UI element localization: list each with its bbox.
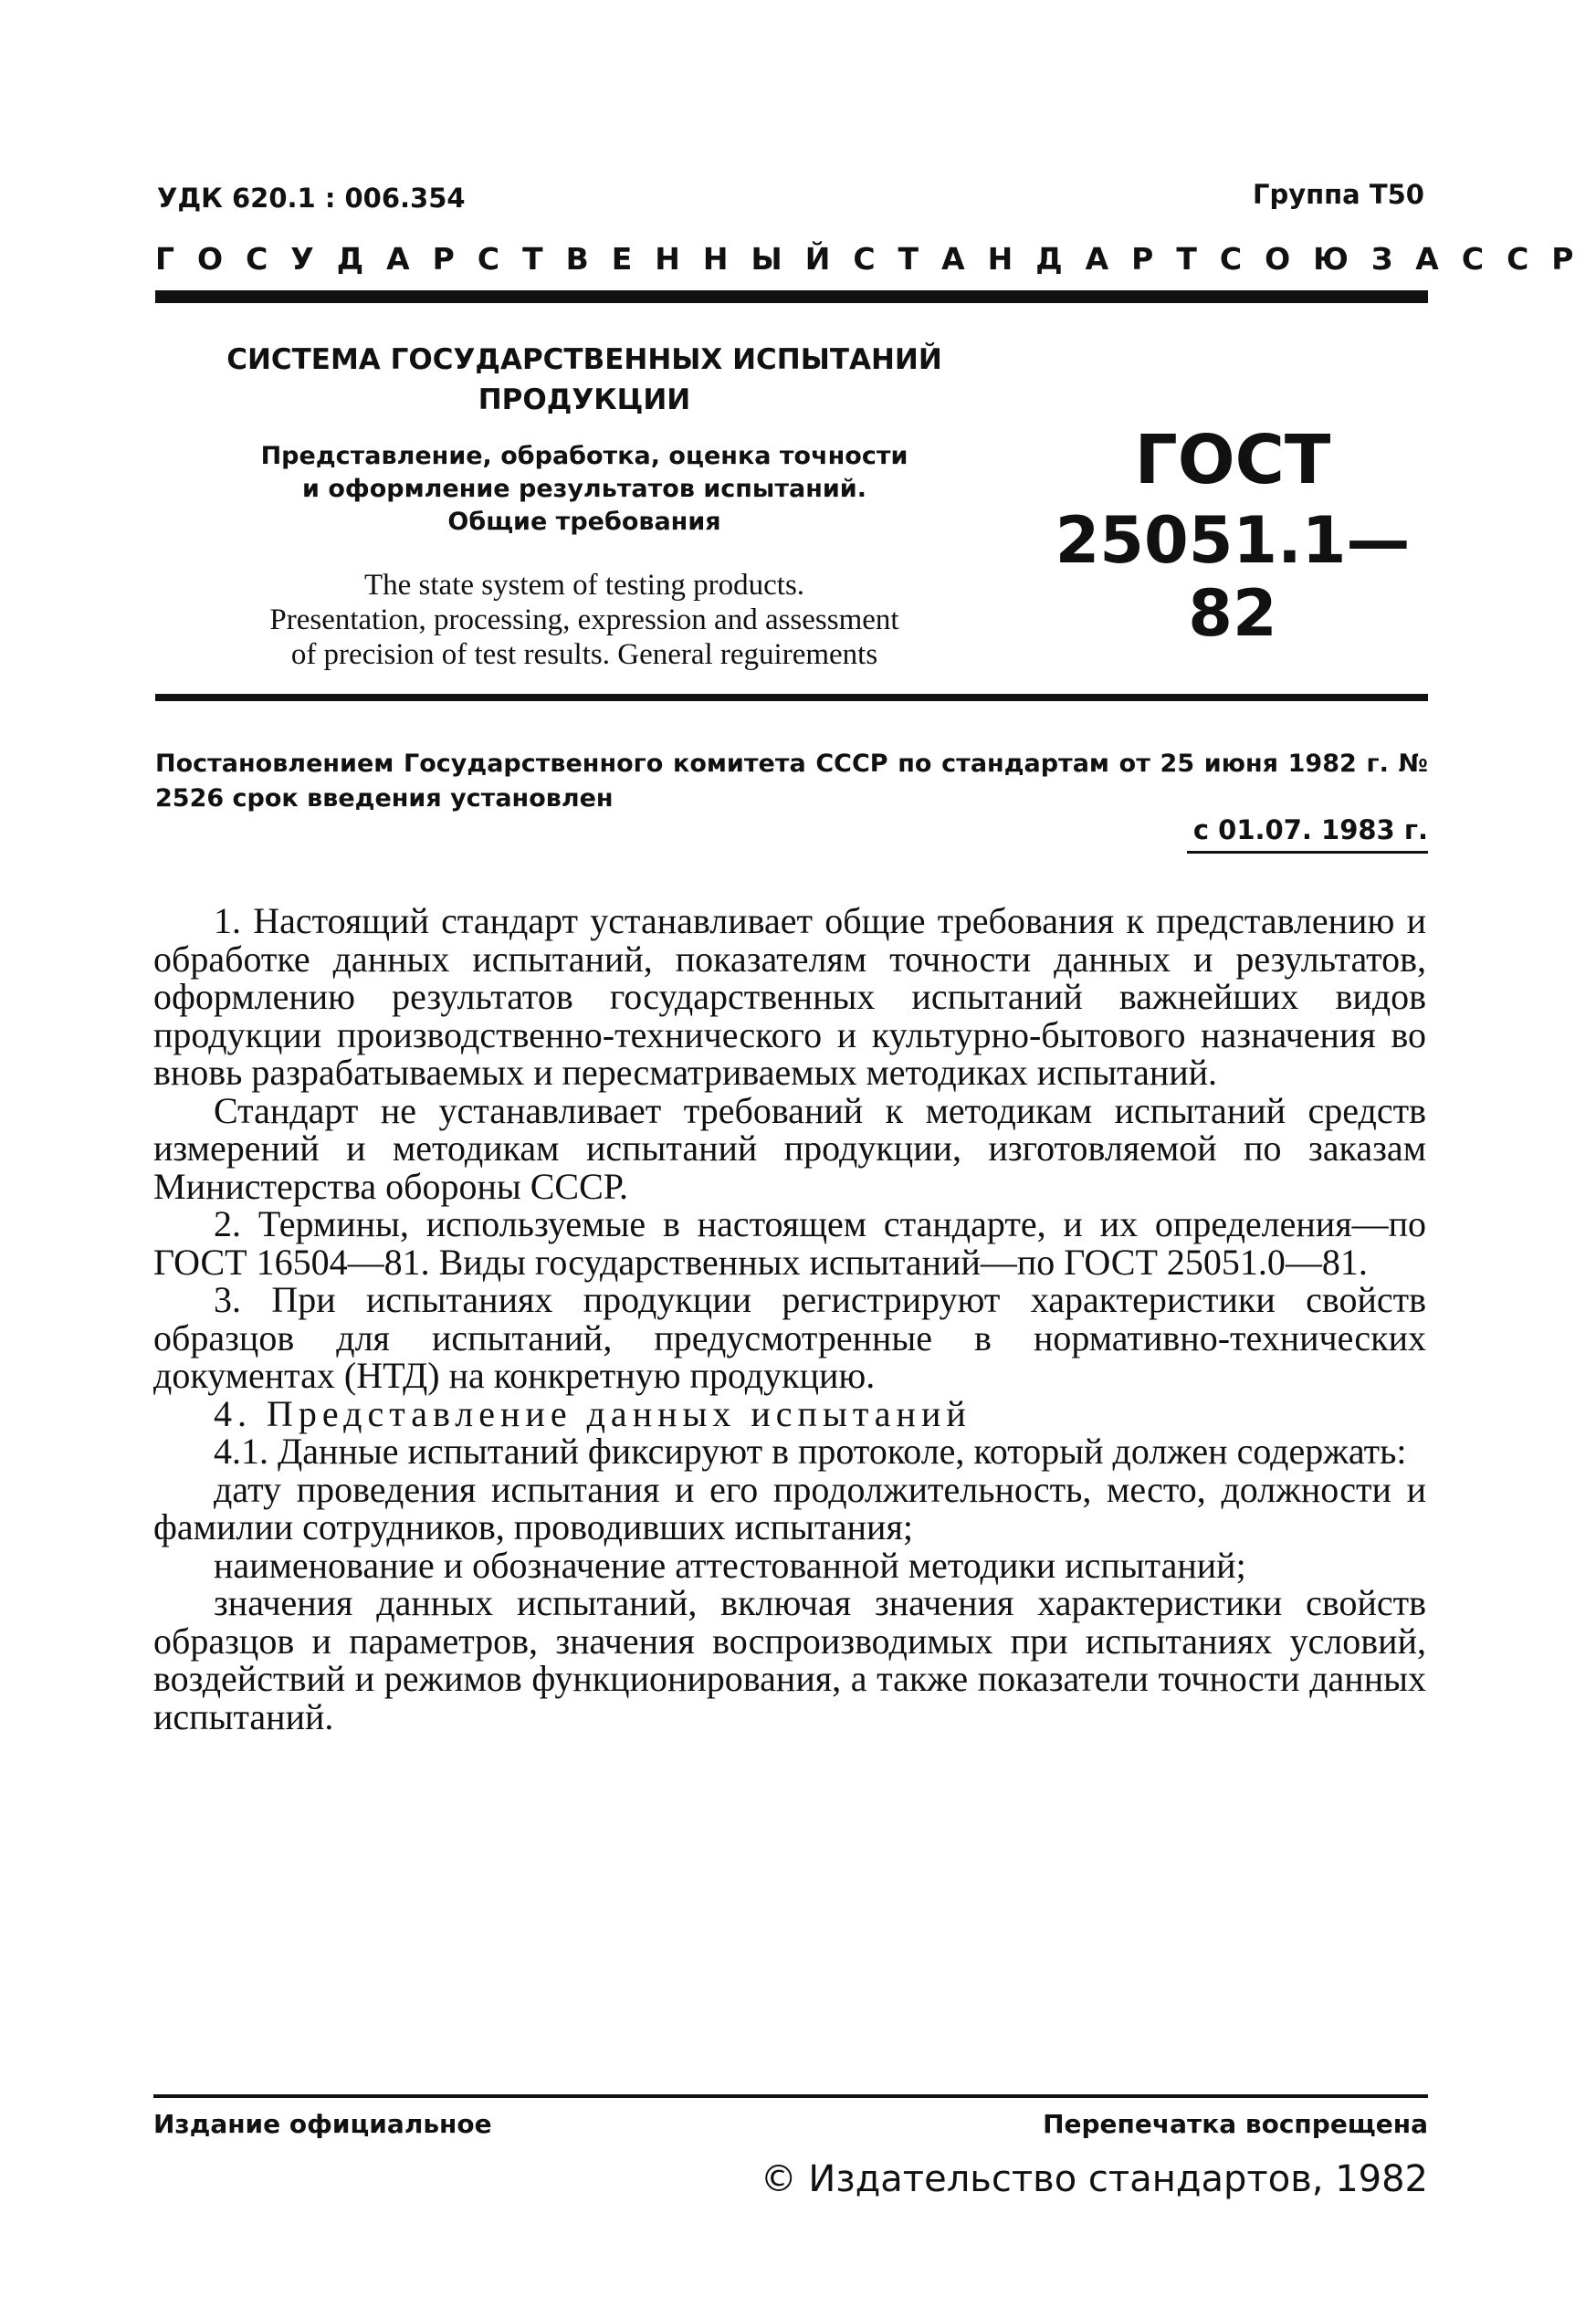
paragraph: 2. Термины, используемые в настоящем стандарте, и их определения—по ГОСТ 16504—81. Виды государственных испытаний—по ГОСТ 25051.0—81.	[153, 1203, 1426, 1283]
state-standard-word: ССР	[1461, 241, 1596, 277]
system-title-line: СИСТЕМА ГОСУДАРСТВЕННЫХ ИСПЫТАНИЙ	[226, 343, 942, 376]
paragraph: 1. Настоящий стандарт устанавливает общие требования к представлению и обработке данных испытаний, показателям точности данных и результатов, оформлению результатов государственных испытаний важнейших видов продукции производственно-технического и культурно-бытового назначения во вновь разрабатываемых и пересматриваемых методиках испытаний.	[153, 900, 1426, 1093]
gost-number: 25051.1—82	[1055, 503, 1411, 651]
copyright-notice: © Издательство стандартов, 1982	[760, 2158, 1428, 2200]
paragraph: 3. При испытаниях продукции регистрируют характеристики свойств образцов для испытаний, предусмотренные в нормативно-технических документах (НТД) на конкретную продукцию.	[153, 1279, 1426, 1396]
official-edition-label: Издание официальное	[153, 2109, 492, 2139]
state-standard-title	[155, 241, 1596, 277]
system-subtitle	[201, 440, 968, 539]
effective-date-underline	[1187, 851, 1428, 854]
state-standard-word: СТАНДАРТ	[853, 241, 1220, 277]
system-title-line: ПРОДУКЦИИ	[478, 383, 691, 416]
subtitle-line: и оформление результатов испытаний.	[302, 475, 866, 503]
paragraph: 4.1. Данные испытаний фиксируют в протоколе, который должен содержать:	[214, 1431, 1407, 1472]
english-title-line: The state system of testing products.	[363, 569, 805, 602]
list-item: дату проведения испытания и его продолжительность, место, должности и фамилии сотрудников, проводивших испытания;	[153, 1468, 1426, 1547]
section-heading: 4. Представление данных испытаний	[214, 1392, 971, 1434]
title-block-rule	[155, 694, 1428, 701]
paragraph: Стандарт не устанавливает требований к методикам испытаний средств измерений и методикам испытаний продукции, изготовляемой по заказам Министерства обороны СССР.	[153, 1089, 1426, 1207]
group-code: Группа Т50	[1252, 179, 1424, 210]
english-title	[164, 568, 1004, 672]
effective-date: с 01.07. 1983 г.	[1192, 814, 1428, 845]
header-rule	[155, 290, 1428, 303]
subtitle-line: Общие требования	[447, 508, 721, 536]
footer-rule	[153, 2094, 1428, 2098]
subtitle-line: Представление, обработка, оценка точности	[260, 442, 908, 470]
reprint-prohibited-label: Перепечатка воспрещена	[1043, 2109, 1428, 2139]
list-item: значения данных испытаний, включая значения характеристики свойств образцов и параметров, значения воспроизводимых при испытаниях условий, воздействий и режимов функционирования, а также показатели точности данных испытаний.	[153, 1582, 1426, 1737]
state-standard-word: СОЮЗА	[1219, 241, 1462, 277]
system-title	[196, 340, 972, 420]
decree-text: Постановлением Государственного комитета СССР по стандартам от 25 июня 1982 г. № 2526 срок введения установлен	[155, 750, 1428, 813]
standard-body	[153, 902, 1426, 1736]
list-item: наименование и обозначение аттестованной методики испытаний;	[214, 1544, 1246, 1586]
gost-label: ГОСТ	[1134, 421, 1331, 499]
english-title-line: Presentation, processing, expression and assessment	[269, 603, 899, 636]
english-title-line: of precision of test results. General reguirements	[290, 638, 878, 671]
state-standard-word: ГОСУДАРСТВЕННЫЙ	[155, 241, 854, 277]
udk-code: УДК 620.1 : 006.354	[157, 183, 466, 214]
